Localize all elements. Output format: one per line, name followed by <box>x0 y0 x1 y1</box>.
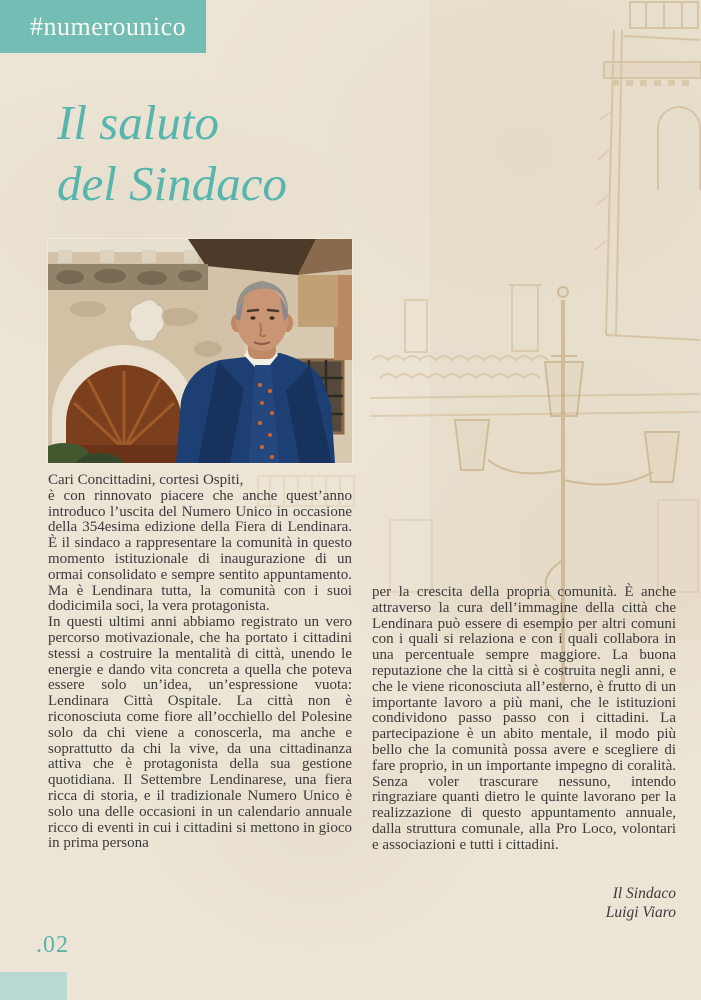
signature-block <box>372 884 676 922</box>
body-paragraph-1: è con rinnovato piacere che anche quest’anno introduco l’uscita del Numero Unico in occasione della 354esima edizione della Fiera di Lendinara. È il sindaco a rappresentare la comunità in questo momento istituzionale di inaugurazione di un ormai consolidato e sempre sentito appuntamento. Ma è Lendinara tutta, la comunità con i suoi dodicimila soci, la vera protagonista. <box>48 487 352 615</box>
article-left-column <box>48 473 352 852</box>
mayor-portrait-photo <box>48 239 352 463</box>
signature-name: Luigi Viaro <box>605 904 676 921</box>
body-paragraph-3: per la crescita della propria comunità. È anche attraverso la cura dell’immagine della città che Lendinara può essere di esempio per altri comuni con i quali si relaziona e con i quali collabora in una percentuale sempre maggiore. La buona reputazione che la città si è costruita negli anni, e che le viene riconosciuta all’esterno, è frutto di un importante lavoro a più mani, che le istituzioni condividono passo passo con i cittadini. La partecipazione è un abito mentale, il modo più bello che la comunità possa avere e scegliere di fare proprio, in un importante impegno di coralità. Senza voler trascurare nessuno, intendo ringraziare quanti dietro le quinte lavorano per la realizzazione di questo appuntamento annuale, dalla struttura comunale, alla Pro Loco, volontari e associazioni e tutti i cittadini. <box>372 584 676 853</box>
footer-corner-decoration <box>0 972 67 1000</box>
signature-role: Il Sindaco <box>612 885 676 902</box>
issue-hashtag-badge <box>0 0 206 53</box>
issue-hashtag-label: #numerounico <box>30 12 187 41</box>
page-number: .02 <box>36 932 69 958</box>
page-title <box>57 92 287 214</box>
body-paragraph-2: In questi ultimi anni abbiamo registrato un vero percorso motivazionale, che ha portato i cittadini stessi a costruire la mentalità di città, unendo le energie e dando vita concreta a quella che poteva essere solo un’idea, un’espressione vuota: Lendinara Città Ospitale. La città non è riconosciuta come fiore all’occhiello del Polesine solo da chi viene a conoscerla, ma anche e soprattutto da chi la vive, da una cittadinanza attiva che è protagonista della sua gestione quotidiana. Il Settembre Lendinarese, una fiera ricca di storia, e il tradizionale Numero Unico è solo una delle occasioni in un calendario annuale ricco di eventi in cui i cittadini si mettono in gioco in prima persona <box>48 614 352 852</box>
salutation-line: Cari Concittadini, cortesi Ospiti, <box>48 472 244 488</box>
page-title-line1: Il saluto <box>57 95 219 150</box>
article-right-column <box>372 585 676 854</box>
page-title-line2: del Sindaco <box>57 156 287 211</box>
